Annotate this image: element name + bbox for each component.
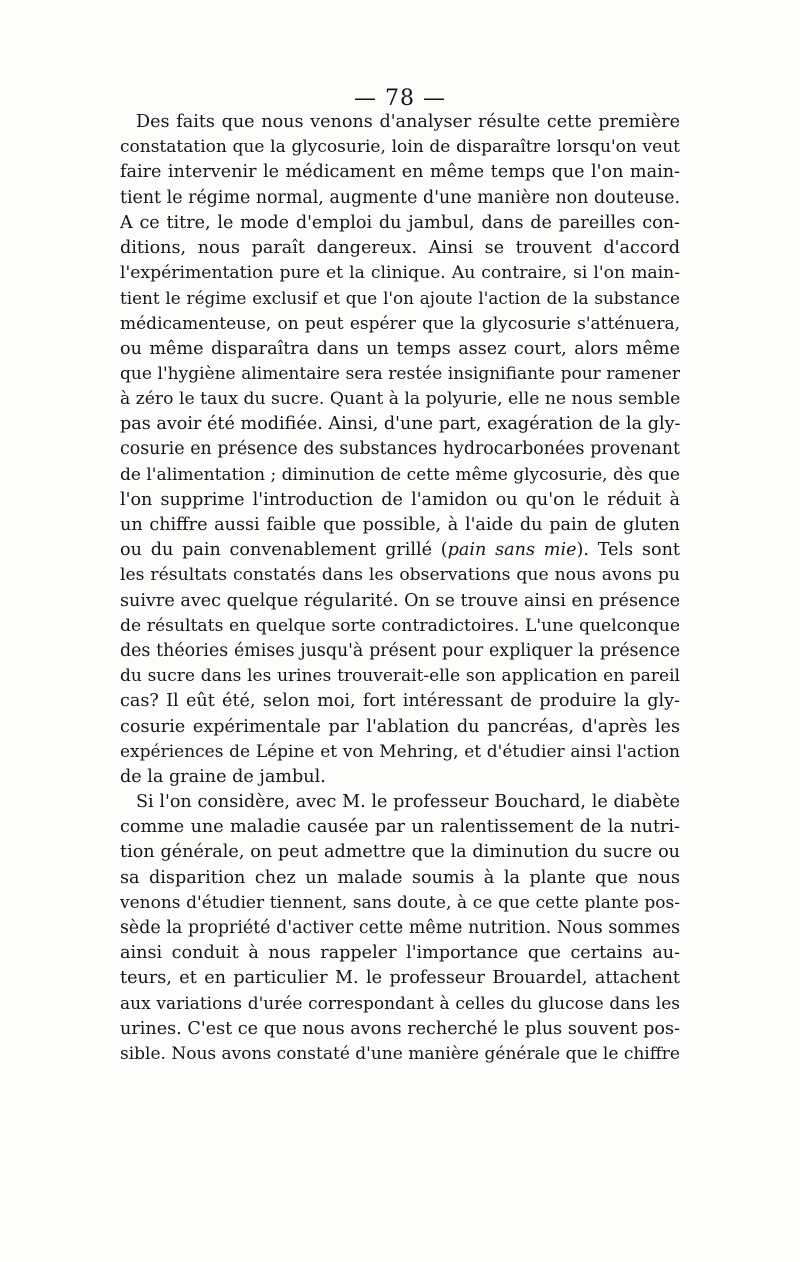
page-number: — 78 —: [354, 86, 446, 111]
body-text: [120, 110, 680, 1067]
text-line: de la graine de jambul.: [120, 766, 326, 787]
text-line: l'expérimentation pure et la clinique. Au contraire, si l'on main-: [120, 263, 680, 284]
text-line: de résultats en quelque sorte contradictoires. L'une quelconque: [120, 615, 680, 636]
text-line: [120, 538, 680, 563]
text-line: Si l'on considère, avec M. le professeur Bouchard, le diabète: [136, 792, 680, 813]
text-line: expériences de Lépine et von Mehring, et d'étudier ainsi l'action: [120, 741, 680, 762]
text-line: des théories émises jusqu'à présent pour expliquer la présence: [120, 640, 680, 661]
text-line: tion générale, on peut admettre que la diminution du sucre ou: [120, 842, 680, 863]
text-line: du sucre dans les urines trouverait-elle son application en pareil: [120, 666, 680, 687]
text-line: tient le régime normal, augmente d'une manière non douteuse.: [120, 187, 680, 208]
text-line: cosurie en présence des substances hydrocarbonées provenant: [120, 439, 680, 460]
text-line: aux variations d'urée correspondant à celles du glucose dans les: [120, 993, 680, 1014]
text-line: un chiffre aussi faible que possible, à l'aide du pain de gluten: [120, 515, 680, 535]
text-line-segment: ou du pain convenablement grillé (: [120, 540, 448, 561]
text-line: pas avoir été modifiée. Ainsi, d'une part, exagération de la gly-: [120, 414, 680, 435]
text-line: venons d'étudier tiennent, sans doute, à ce que cette plante pos-: [120, 892, 680, 913]
text-line: ainsi conduit à nous rappeler l'importance que certains au-: [120, 943, 680, 964]
text-line: faire intervenir le médicament en même temps que l'on main-: [120, 162, 680, 183]
text-line-segment: ). Tels sont: [576, 540, 680, 561]
text-line: de l'alimentation ; diminution de cette même glycosurie, dès que: [120, 464, 680, 485]
text-line: suivre avec quelque régularité. On se trouve ainsi en présence: [120, 590, 680, 611]
text-line: médicamenteuse, on peut espérer que la glycosurie s'atténuera,: [120, 313, 680, 334]
text-line: les résultats constatés dans les observations que nous avons pu: [120, 565, 680, 586]
text-line: cas? Il eût été, selon moi, fort intéressant de produire la gly-: [120, 691, 680, 712]
text-line: ditions, nous paraît dangereux. Ainsi se trouvent d'accord: [120, 237, 680, 258]
text-line: comme une maladie causée par un ralentissement de la nutri-: [120, 817, 680, 838]
text-line: sa disparition chez un malade soumis à la plante que nous: [120, 867, 680, 888]
text-line: A ce titre, le mode d'emploi du jambul, dans de pareilles con-: [120, 212, 680, 233]
text-line: sède la propriété d'activer cette même nutrition. Nous sommes: [120, 918, 680, 938]
text-line: à zéro le taux du sucre. Quant à la polyurie, elle ne nous semble: [120, 389, 680, 410]
text-line: constatation que la glycosurie, loin de disparaître lorsqu'on veut: [120, 137, 680, 158]
text-line: urines. C'est ce que nous avons recherché le plus souvent pos-: [120, 1018, 680, 1039]
text-line: Des faits que nous venons d'analyser résulte cette première: [136, 112, 680, 132]
text-line: tient le régime exclusif et que l'on ajoute l'action de la substance: [120, 288, 680, 309]
italic-phrase: pain sans mie: [447, 540, 577, 561]
text-line: que l'hygiène alimentaire sera restée insignifiante pour ramener: [120, 363, 680, 384]
text-line: teurs, et en particulier M. le professeur Brouardel, attachent: [120, 968, 680, 989]
text-line: l'on supprime l'introduction de l'amidon ou qu'on le réduit à: [120, 489, 680, 510]
text-line: sible. Nous avons constaté d'une manière générale que le chiffre: [120, 1043, 680, 1064]
text-line: ou même disparaîtra dans un temps assez court, alors même: [120, 338, 680, 359]
text-line: cosurie expérimentale par l'ablation du pancréas, d'après les: [120, 716, 680, 737]
